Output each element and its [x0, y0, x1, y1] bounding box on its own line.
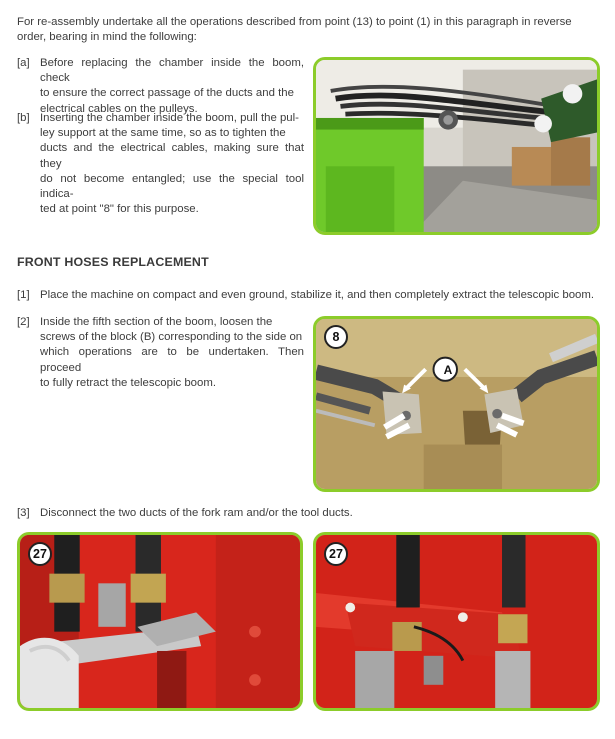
step-badge: 27	[324, 542, 348, 566]
note-number: [b]	[17, 112, 30, 124]
step-line: Disconnect the two ducts of the fork ram and/or the tool ducts.	[40, 507, 353, 519]
bracket-fittings-photo	[313, 532, 600, 711]
block-screws-photo	[313, 316, 600, 492]
section-heading: FRONT HOSES REPLACEMENT	[17, 255, 209, 269]
wrench-fittings-illustration	[20, 535, 300, 708]
step-number: [1]	[17, 289, 30, 301]
step-number: [3]	[17, 507, 30, 519]
step-badge: 8	[324, 325, 348, 349]
wrench-fittings-photo	[17, 532, 303, 711]
step-line: Place the machine on compact and even ground, stabilize it, and then completely extract the telescopic boom.	[40, 289, 595, 301]
step-line: which operations are to be undertaken. Then proceed	[40, 346, 304, 374]
callout-label: A	[443, 363, 453, 377]
note-line: ducts and the electrical cables, making sure that they	[40, 142, 304, 170]
note-line: Before replacing the chamber inside the boom, check	[40, 57, 304, 85]
intro-paragraph: For re-assembly undertake all the operations described from point (13) to point (1) in this paragraph in reverse order, bearing in mind the following:	[17, 16, 572, 44]
step-line: Inside the fifth section of the boom, loosen the	[40, 316, 273, 328]
note-line: ted at point "8" for this purpose.	[40, 203, 199, 216]
bracket-fittings-illustration	[316, 535, 597, 708]
step-line: screws of the block (B) corresponding to the side on	[40, 331, 303, 344]
note-line: electrical cables on the pulleys.	[40, 102, 198, 115]
note-line: ley support at the same time, so as to tighten the	[40, 127, 286, 140]
boom-cables-photo	[313, 57, 600, 235]
note-line: to ensure the correct passage of the ducts and the	[40, 87, 294, 100]
block-screws-illustration	[316, 319, 597, 489]
step-line: to fully retract the telescopic boom.	[40, 376, 217, 389]
note-line: Inserting the chamber inside the boom, pull the pul-	[40, 112, 299, 124]
boom-cables-illustration	[316, 60, 597, 232]
note-line: do not become entangled; use the special tool indica-	[40, 172, 304, 201]
step-number: [2]	[17, 316, 30, 328]
step-badge: 27	[28, 542, 52, 566]
note-number: [a]	[17, 57, 30, 69]
